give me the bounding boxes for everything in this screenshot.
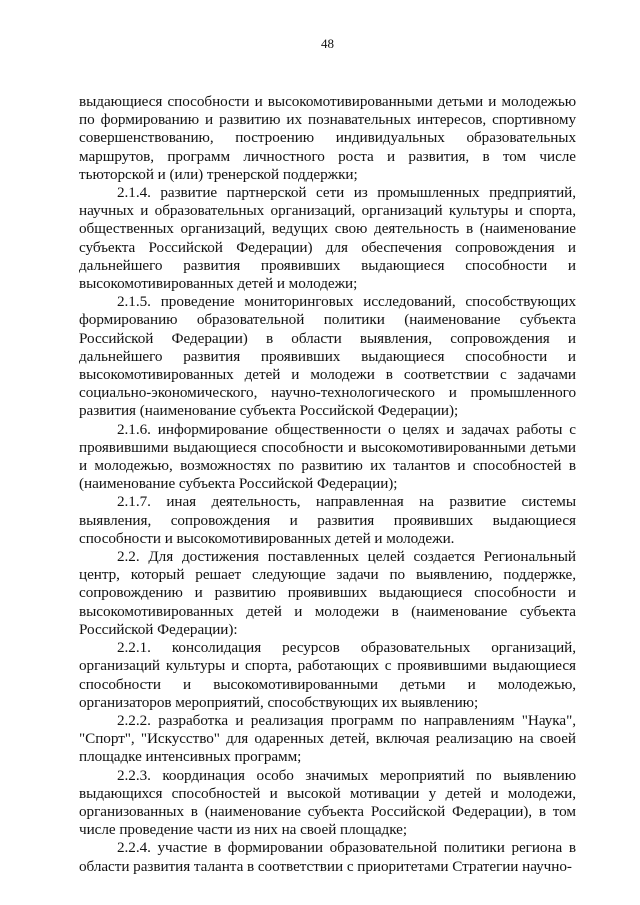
paragraph-2-1-4: 2.1.4. развитие партнерской сети из промышленных предприятий, научных и образовательных организаций, организаций культуры и спорта, общественных организаций, ведущих свою деятельность в (наименование субъекта Российской Федерации) для обеспечения сопровождения и дальнейшего развития проявивших выдающиеся способности и высокомотивированных детей и молодежи; [79,184,576,293]
page-number: 48 [321,36,334,51]
paragraph-2-2-2: 2.2.2. разработка и реализация программ по направлениям "Наука", "Спорт", "Искусство" для одаренных детей, включая реализацию на своей площадке интенсивных программ; [79,711,576,766]
paragraph-2-2-3: 2.2.3. координация особо значимых мероприятий по выявлению выдающихся способностей и высокой мотивации у детей и молодежи, организованных в (наименование субъекта Российской Федерации), в том числе проведение части из них на своей площадке; [79,766,576,839]
paragraph-2-2-1: 2.2.1. консолидация ресурсов образовательных организаций, организаций культуры и спорта, работающих с проявившими выдающиеся способности и высокомотивированными детьми и молодежью, организаторов мероприятий, способствующих их выявлению; [79,639,576,711]
paragraph-2-1-6: 2.1.6. информирование общественности о целях и задачах работы с проявившими выдающиеся способности и высокомотивированными детьми и молодежью, возможностях по развитию их талантов и способностей в (наименование субъекта Российской Федерации); [79,420,576,493]
paragraph-2-2: 2.2. Для достижения поставленных целей создается Региональный центр, который решает следующие задачи по выявлению, поддержке, сопровождению и развитию проявивших выдающиеся способности и высокомотивированных детей и молодежи в (наименование субъекта Российской Федерации): [79,548,576,638]
paragraph-continuation: выдающиеся способности и высокомотивированными детьми и молодежью по формированию и развитию их познавательных интересов, спортивному совершенствованию, построению индивидуальных образовательных маршрутов, программ личностного роста и развития, в том числе тьюторской и (или) тренерской поддержки; [79,93,576,183]
paragraph-2-1-5: 2.1.5. проведение мониторинговых исследований, способствующих формированию образовательной политики (наименование субъекта Российской Федерации) в области выявления, сопровождения и дальнейшего развития проявивших выдающиеся способности и высокомотивированных детей и молодежи в соответствии с задачами социально-экономического, научно-технологического и промышленного развития (наименование субъекта Российской Федерации); [79,293,576,420]
paragraph-2-2-4: 2.2.4. участие в формировании образовательной политики региона в области развития таланта в соответствии с приоритетами Стратегии научно- [79,839,576,875]
paragraph-2-1-7: 2.1.7. иная деятельность, направленная на развитие системы выявления, сопровождения и развития проявивших выдающиеся способности и высокомотивированных детей и молодежи. [79,493,576,547]
